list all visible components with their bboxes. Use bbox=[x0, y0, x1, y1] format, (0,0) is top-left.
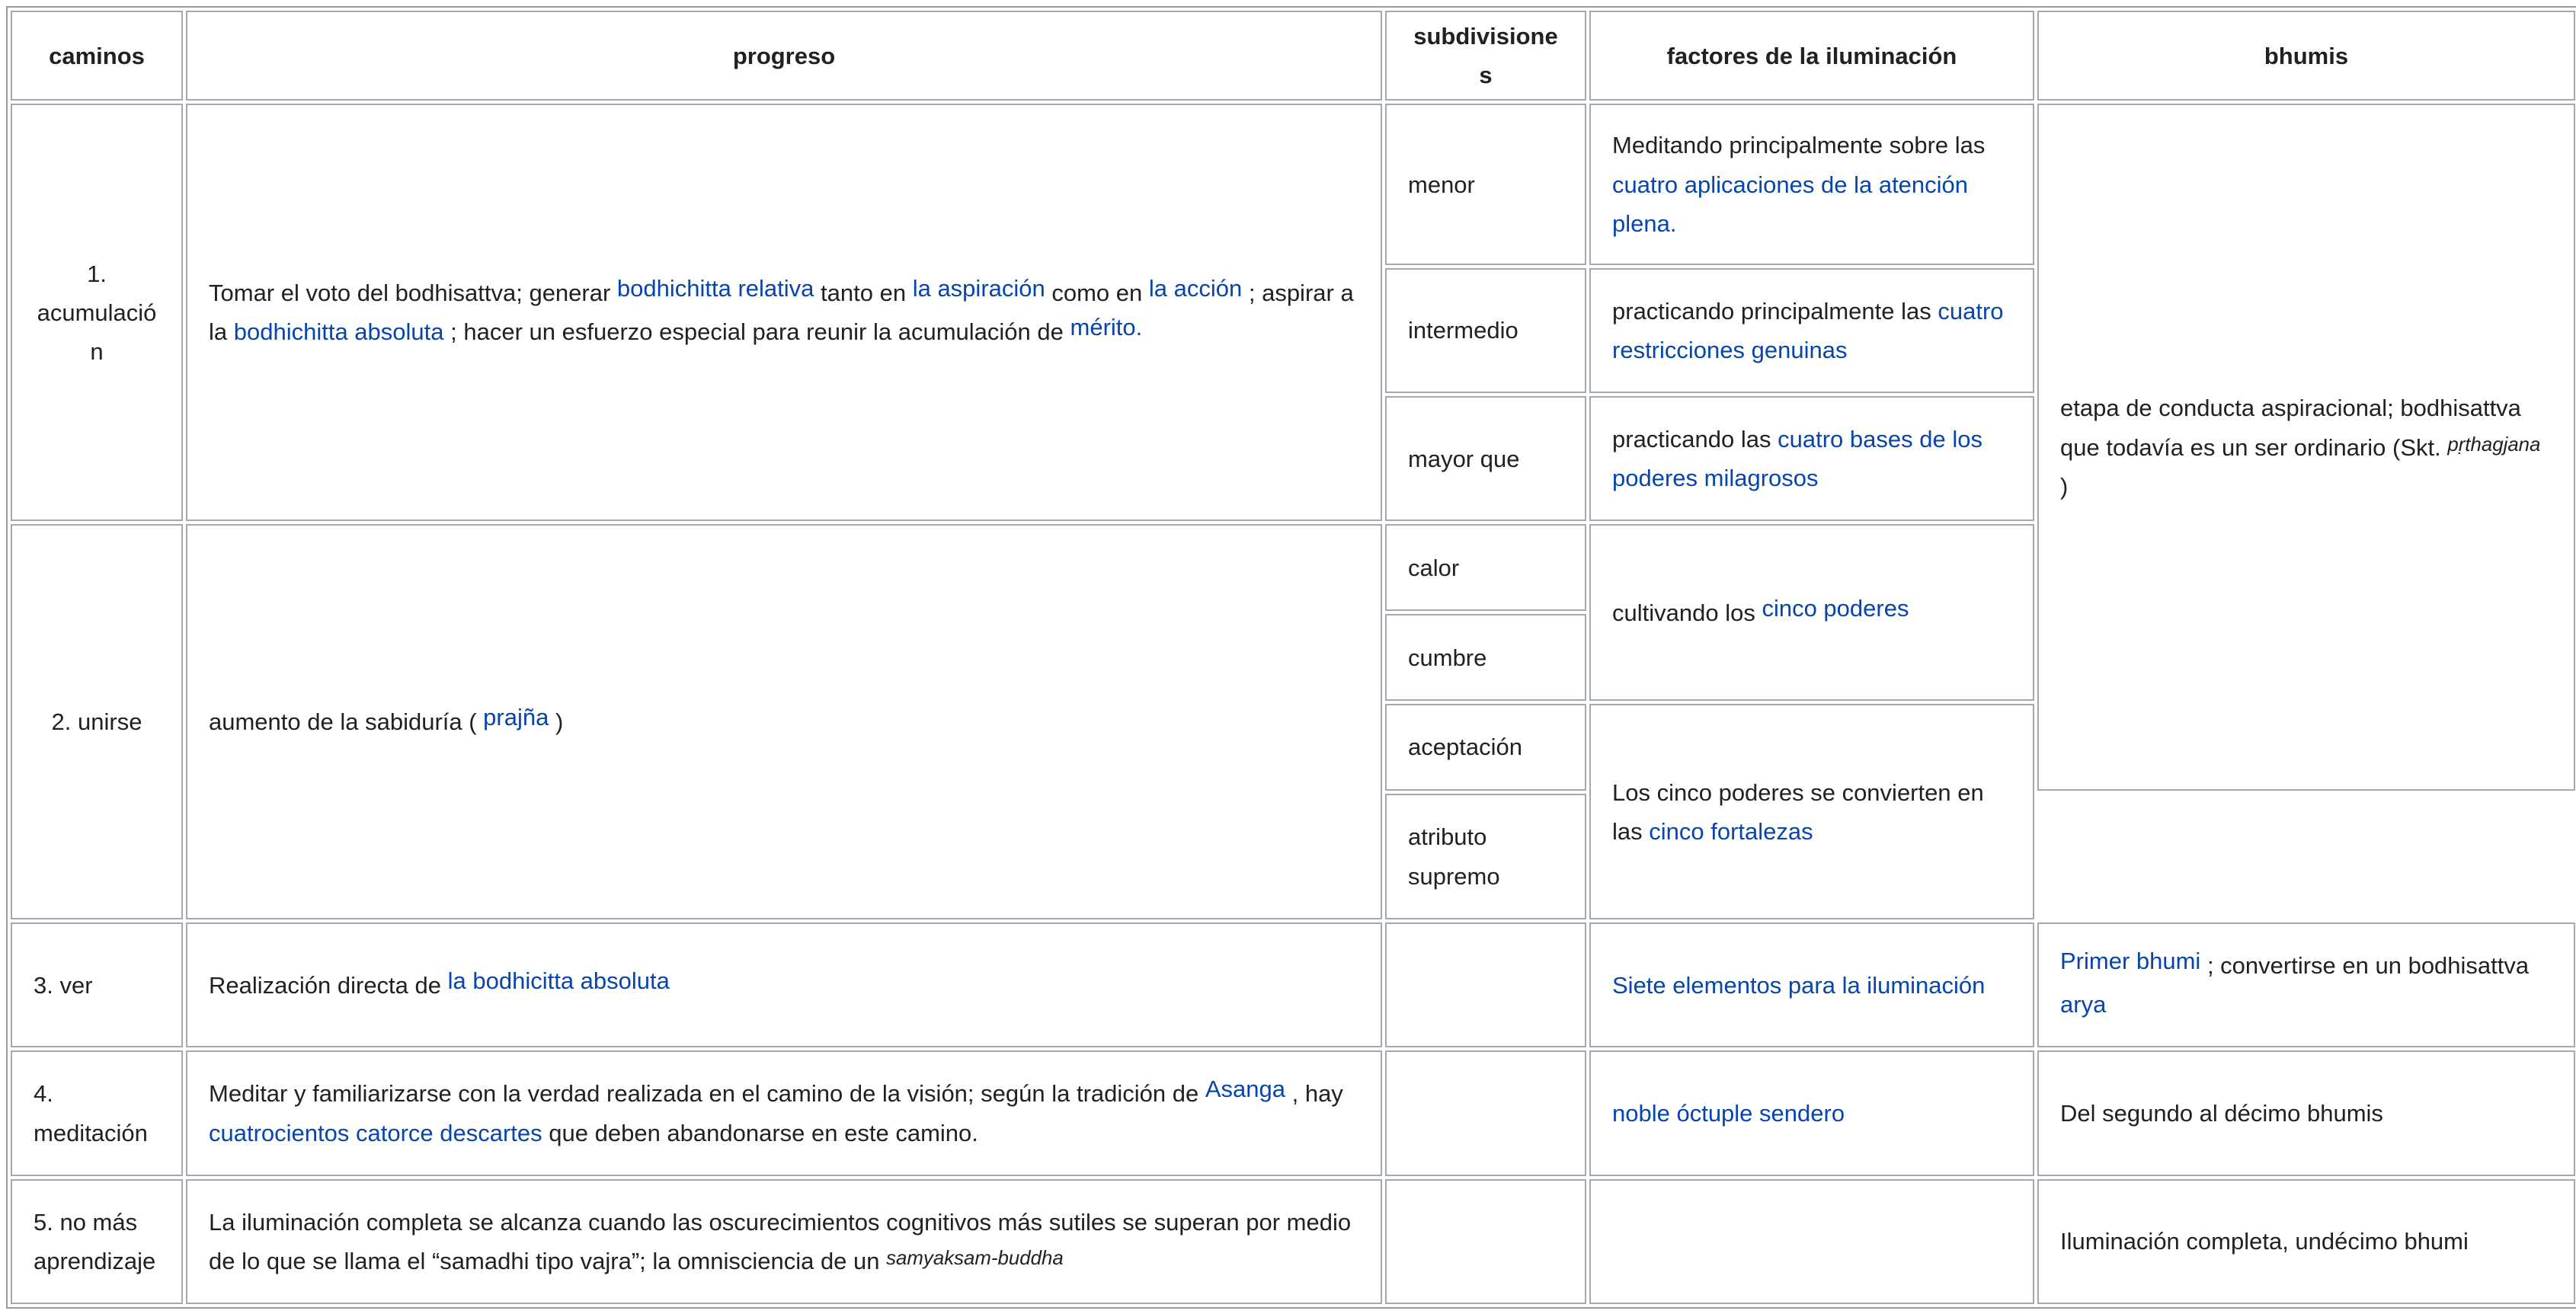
link-cuatro-restricciones[interactable]: cuatro restricciones genuinas bbox=[1612, 297, 2004, 364]
samyaksam-buddha-term: samyaksam-buddha bbox=[886, 1247, 1064, 1269]
link-siete-elementos[interactable]: Siete elementos para la iluminación bbox=[1612, 971, 1986, 999]
factor-meditacion bbox=[1589, 1050, 2034, 1175]
bhumis-text: ; convertirse en un bodhisattva bbox=[2200, 952, 2530, 980]
progreso-unirse bbox=[186, 524, 1382, 919]
header-caminos: caminos bbox=[11, 11, 183, 101]
factor-calor-cumbre bbox=[1589, 524, 2034, 701]
header-factores: factores de la iluminación bbox=[1589, 11, 2034, 101]
sub-calor: calor bbox=[1385, 524, 1586, 611]
progreso-text: ; hacer un esfuerzo especial para reunir la acumulación de bbox=[443, 318, 1070, 346]
factor-intermedio bbox=[1589, 268, 2034, 393]
link-asanga[interactable]: Asanga bbox=[1205, 1076, 1285, 1103]
camino-ver: 3. ver bbox=[11, 922, 183, 1047]
progreso-text: aumento de la sabiduría ( bbox=[209, 708, 484, 736]
factor-text: cultivando los bbox=[1612, 599, 1762, 626]
sub-mayor: mayor que bbox=[1385, 396, 1586, 521]
factor-mayor bbox=[1589, 396, 2034, 521]
bhumis-ver bbox=[2037, 922, 2575, 1047]
link-prajna[interactable]: prajña bbox=[483, 704, 549, 731]
progreso-text: ; aspirar a la bbox=[209, 280, 1354, 346]
progreso-text: Meditar y familiarizarse con la verdad realizada en el camino de la visión; según la tradición de bbox=[209, 1080, 1205, 1108]
camino-acumulacion: 1. acumulación bbox=[11, 104, 183, 521]
factor-text: practicando las bbox=[1612, 426, 1778, 453]
header-row bbox=[11, 11, 2575, 101]
five-paths-table bbox=[6, 6, 2576, 1309]
camino-meditacion: 4. meditación bbox=[11, 1050, 183, 1175]
progreso-no-mas bbox=[186, 1179, 1382, 1304]
progreso-text: ) bbox=[549, 708, 564, 736]
link-bodhichitta-absoluta[interactable]: bodhichitta absoluta bbox=[233, 318, 444, 346]
bhumis-text: ) bbox=[2060, 472, 2069, 500]
sub-meditacion-empty bbox=[1385, 1050, 1586, 1175]
table-row bbox=[11, 1050, 2575, 1175]
sub-no-mas-empty bbox=[1385, 1179, 1586, 1304]
sub-cumbre: cumbre bbox=[1385, 614, 1586, 701]
progreso-text: Realización directa de bbox=[209, 971, 448, 999]
table-row bbox=[11, 922, 2575, 1047]
progreso-text: como en bbox=[1045, 280, 1149, 307]
link-primer-bhumi[interactable]: Primer bhumi bbox=[2060, 948, 2201, 975]
progreso-acumulacion bbox=[186, 104, 1382, 521]
link-cuatrocientos-descartes[interactable]: cuatrocientos catorce descartes bbox=[209, 1119, 542, 1146]
progreso-meditacion bbox=[186, 1050, 1382, 1175]
header-bhumis: bhumis bbox=[2037, 11, 2575, 101]
factor-menor bbox=[1589, 104, 2034, 265]
table-row bbox=[11, 1179, 2575, 1304]
progreso-text: La iluminación completa se alcanza cuando las oscurecimientos cognitivos más sutiles se superan por medio de lo que se llama el “samadhi tipo vajra”; la omnisciencia de un bbox=[209, 1208, 1352, 1274]
sub-ver-empty bbox=[1385, 922, 1586, 1047]
link-bodhichitta-relativa[interactable]: bodhichitta relativa bbox=[616, 275, 814, 302]
camino-unirse: 2. unirse bbox=[11, 524, 183, 919]
link-cuatro-aplicaciones[interactable]: cuatro aplicaciones de la atención plena. bbox=[1612, 171, 1969, 237]
link-la-accion[interactable]: la acción bbox=[1148, 275, 1243, 302]
bhumis-meditacion: Del segundo al décimo bhumis bbox=[2037, 1050, 2575, 1175]
bhumis-no-mas: Iluminación completa, undécimo bhumi bbox=[2037, 1179, 2575, 1304]
link-bodhicitta-absoluta[interactable]: la bodhicitta absoluta bbox=[447, 967, 670, 994]
link-arya[interactable]: arya bbox=[2060, 991, 2107, 1018]
camino-no-mas: 5. no más aprendizaje bbox=[11, 1179, 183, 1304]
factor-text: Los cinco poderes se convierten en las bbox=[1612, 778, 1984, 845]
sub-aceptacion: aceptación bbox=[1385, 704, 1586, 791]
header-subdivisiones: subdivisiones bbox=[1385, 11, 1586, 101]
sub-intermedio: intermedio bbox=[1385, 268, 1586, 393]
factor-no-mas-empty bbox=[1589, 1179, 2034, 1304]
progreso-text: Tomar el voto del bodhisattva; generar bbox=[209, 280, 617, 307]
link-noble-octuple-sendero[interactable]: noble óctuple sendero bbox=[1612, 1100, 1845, 1127]
header-progreso: progreso bbox=[186, 11, 1382, 101]
progreso-ver bbox=[186, 922, 1382, 1047]
link-la-aspiracion[interactable]: la aspiración bbox=[912, 275, 1045, 302]
link-merito[interactable]: mérito. bbox=[1070, 314, 1143, 341]
factor-text: Meditando principalmente sobre las bbox=[1612, 132, 1986, 159]
progreso-text: que deben abandonarse en este camino. bbox=[542, 1119, 978, 1146]
sub-atributo-supremo: atributo supremo bbox=[1385, 794, 1586, 919]
table-row bbox=[11, 104, 2575, 265]
factor-text: practicando principalmente las bbox=[1612, 297, 1938, 325]
sub-menor: menor bbox=[1385, 104, 1586, 265]
bhumis-aspiracional bbox=[2037, 104, 2575, 791]
link-cinco-fortalezas[interactable]: cinco fortalezas bbox=[1649, 817, 1813, 845]
bhumis-text: etapa de conducta aspiracional; bodhisattva que todavía es un ser ordinario (Skt. bbox=[2060, 395, 2521, 461]
factor-ver bbox=[1589, 922, 2034, 1047]
progreso-text: , hay bbox=[1285, 1080, 1343, 1108]
link-cuatro-bases[interactable]: cuatro bases de los poderes milagrosos bbox=[1612, 426, 1982, 492]
progreso-text: tanto en bbox=[814, 280, 913, 307]
link-cinco-poderes[interactable]: cinco poderes bbox=[1762, 594, 1909, 622]
factor-aceptacion-supremo bbox=[1589, 704, 2034, 919]
prthagjana-term: pṛthagjana bbox=[2447, 433, 2541, 456]
